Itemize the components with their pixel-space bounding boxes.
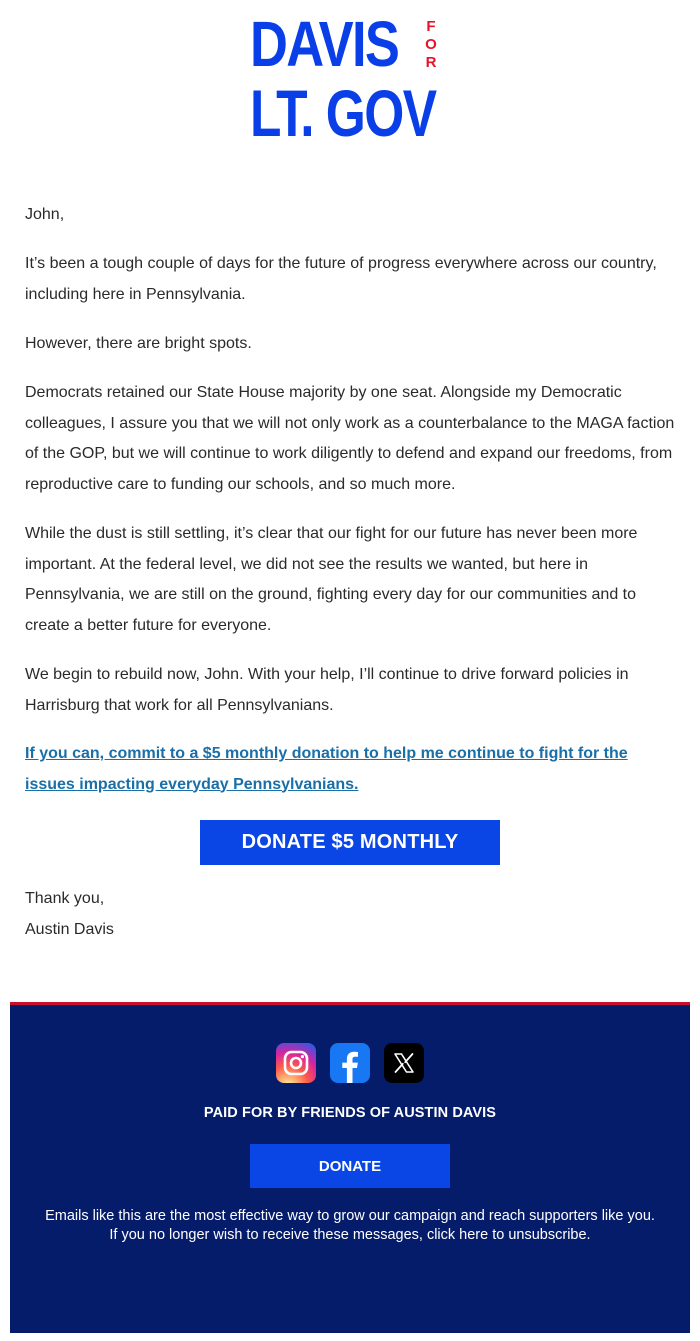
signoff-text: Thank you,: [25, 890, 105, 907]
greeting: John,: [25, 206, 65, 223]
logo-line-2: LT. GOV: [250, 76, 436, 150]
footer: [10, 1002, 690, 1333]
signoff: [25, 883, 114, 945]
donate-monthly-button[interactable]: DONATE $5 MONTHLY: [200, 820, 500, 865]
logo-for: FOR: [425, 18, 437, 71]
cta-paragraph: [25, 739, 680, 800]
logo-line-1: DAVIS: [250, 8, 399, 80]
paragraph-2: However, there are bright spots.: [25, 335, 252, 352]
footer-donate-button[interactable]: DONATE: [250, 1144, 450, 1188]
paragraph-3: Democrats retained our State House majority by one seat. Alongside my Democratic colleagues, I assure you that we will not only work as a counterbalance to the MAGA faction of the GOP, but we will continue to work diligently to defend and expand our freedoms, from reproductive care to funding our schools, and so much more.: [25, 384, 675, 493]
unsubscribe-text[interactable]: Emails like this are the most effective way to grow our campaign and reach supporters like you. If you no longer wish to receive these messages, click here to unsubscribe.: [45, 1208, 655, 1243]
signature: Austin Davis: [25, 921, 114, 938]
social-links: [10, 1043, 690, 1083]
donation-cta-link[interactable]: If you can, commit to a $5 monthly donation to help me continue to fight for the issues impacting everyday Pennsylvanians.: [25, 745, 628, 793]
campaign-logo: [250, 8, 450, 150]
facebook-icon[interactable]: [330, 1043, 370, 1083]
paragraph-5: We begin to rebuild now, John. With your help, I’ll continue to drive forward policies in Harrisburg that work for all Pennsylvanians.: [25, 666, 629, 714]
paid-for-disclaimer: PAID FOR BY FRIENDS OF AUSTIN DAVIS: [203, 1105, 497, 1121]
instagram-icon[interactable]: [276, 1043, 316, 1083]
paragraph-1: It’s been a tough couple of days for the future of progress everywhere across our country, including here in Pennsylvania.: [25, 255, 657, 303]
paragraph-4: While the dust is still settling, it’s clear that our fight for our future has never been more important. At the federal level, we did not see the results we wanted, but here in Pennsylvania, we are still on the ground, fighting every day for our communities and to create a better future for everyone.: [25, 525, 638, 634]
x-icon[interactable]: [384, 1043, 424, 1083]
